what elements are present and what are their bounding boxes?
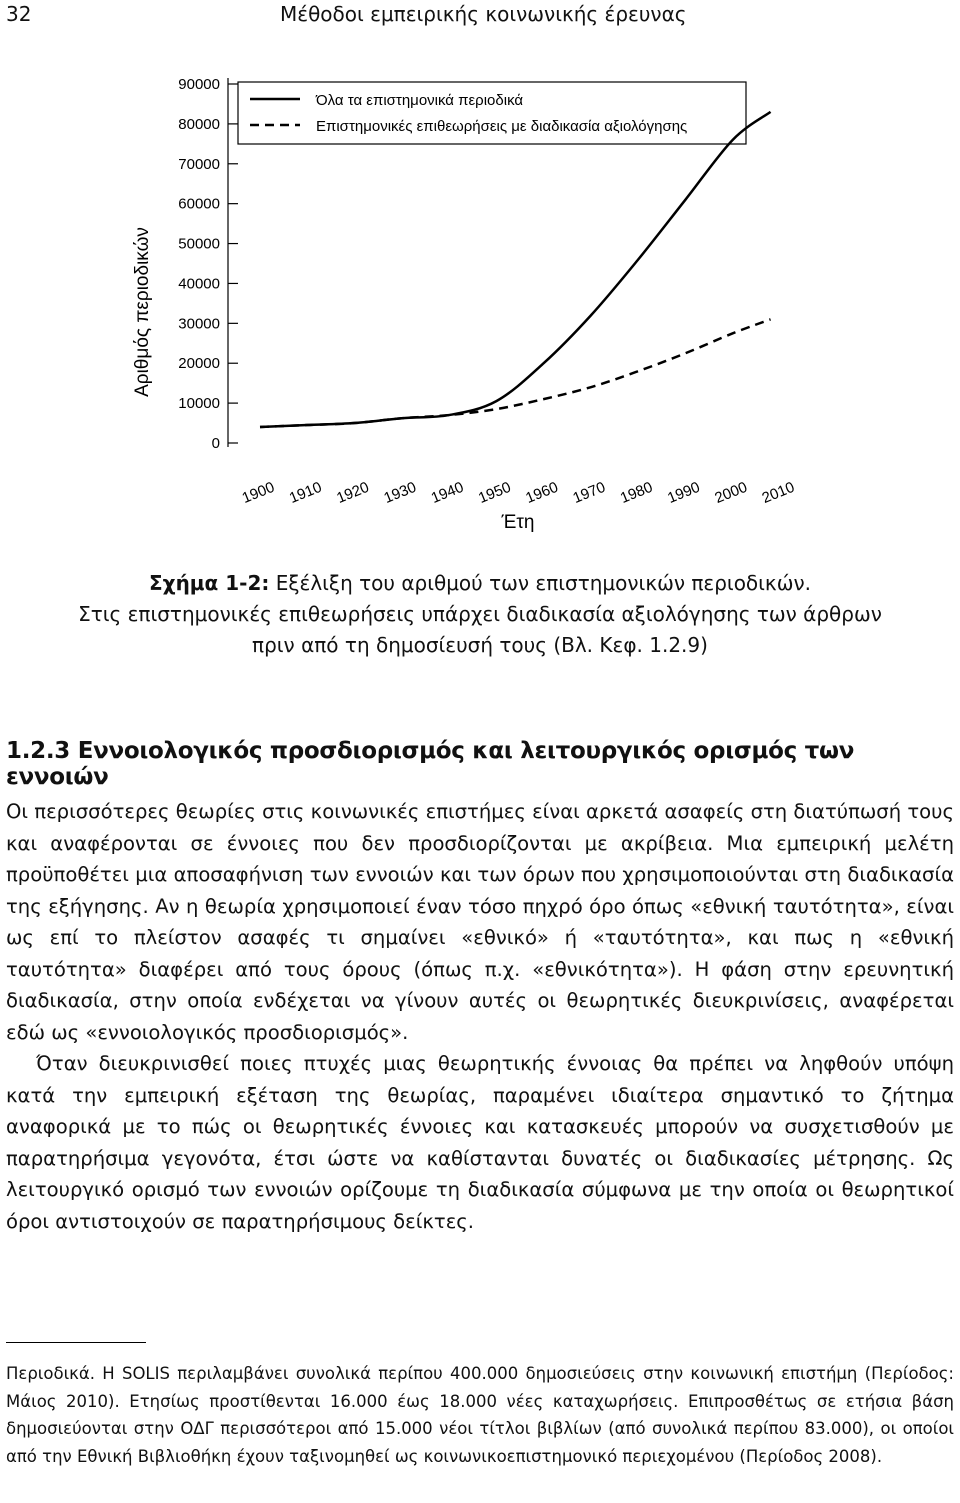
y-tick-label: 70000	[178, 155, 220, 173]
x-axis	[240, 479, 797, 507]
paragraph-2: Όταν διευκρινισθεί ποιες πτυχές μιας θεωρητικής έννοιας θα πρέπει να ληφθούν υπόψη κατά την εμπειρική εξέταση της θεωρίας, παραμένει ιδιαίτερα σημαντικό το ζήτημα αναφορικά με το πώς οι θεωρητικές έννοιες και κατασκευές μπορούν να συσχετισθούν με παρατηρήσιμα γεγονότα, έτσι ώστε να καθίστανται δυνατές οι διαδικασίες μέτρησης. Ως λειτουργικό ορισμό των εννοιών ορίζουμε τη διαδικασία σύμφωνα με την οποία οι θεωρητικοί όροι αντιστοιχούν σε παρατηρήσιμους δείκτες.	[6, 1052, 954, 1233]
y-tick-label: 60000	[178, 195, 220, 213]
series-group	[260, 112, 771, 427]
x-tick-label: 1970	[570, 478, 608, 507]
y-tick-label: 10000	[178, 395, 220, 413]
caption-line-3: πριν από τη δημοσίευσή τους (Βλ. Κεφ. 1.2.9)	[252, 633, 708, 657]
page-number: 32	[6, 2, 32, 26]
x-tick-label: 1950	[476, 478, 514, 507]
running-header: Μέθοδοι εμπειρικής κοινωνικής έρευνας	[280, 2, 687, 26]
chart-legend	[238, 82, 746, 144]
x-tick-label: 2010	[759, 478, 797, 507]
y-tick-label: 30000	[178, 315, 220, 333]
x-axis-label: Έτη	[501, 512, 535, 533]
x-tick-label: 1920	[334, 478, 372, 507]
y-tick-label: 90000	[178, 76, 220, 93]
x-tick-label: 1980	[617, 478, 656, 507]
legend-label-all: Όλα τα επιστημονικά περιοδικά	[316, 92, 524, 109]
caption-line-1: Εξέλιξη του αριθμού των επιστημονικών περιοδικών.	[269, 571, 811, 595]
figure-journal-growth	[120, 62, 820, 552]
caption-line-2: Στις επιστημονικές επιθεωρήσεις υπάρχει διαδικασία αξιολόγησης των άρθρων	[78, 602, 882, 626]
x-tick-label: 1900	[239, 478, 277, 507]
series-line-all-journals	[260, 112, 771, 427]
footnote	[6, 1360, 954, 1470]
caption-label: Σχήμα 1-2:	[149, 571, 270, 595]
footnote-divider	[6, 1342, 146, 1343]
x-tick-label: 1930	[381, 478, 419, 507]
figure-caption	[60, 568, 900, 661]
x-tick-label: 1960	[523, 478, 561, 507]
section-body	[6, 796, 954, 1237]
x-tick-label: 1940	[428, 478, 467, 507]
y-axis	[178, 76, 238, 452]
x-tick-label: 1990	[665, 478, 703, 507]
footnote-text: Περιοδικά. Η SOLIS περιλαμβάνει συνολικά περίπου 400.000 δημοσιεύσεις στην κοινωνική επιστήμη (Περίοδος: Μάιος 2010). Ετησίως προστίθενται 16.000 έως 18.000 νέες καταχωρήσεις. Επιπροσθέτως σε ετήσια βάση δημοσιεύονται στην ΟΔΓ περισσότεροι από 15.000 νέοι τίτλοι βιβλίων (από συνολικά περίπου 83.000), οι οποίοι από την Εθνική Βιβλιοθήκη έχουν ταξινομηθεί ως κοινωνικοεπιστημονικό περιεχομένου (Περίοδος 2008).	[6, 1364, 954, 1466]
line-chart	[120, 62, 820, 552]
x-tick-label: 1910	[286, 478, 325, 507]
y-tick-label: 50000	[178, 235, 220, 253]
y-axis-label: Αριθμός περιοδικών	[132, 227, 153, 397]
x-tick-label: 2000	[712, 478, 750, 507]
paragraph-1: Οι περισσότερες θεωρίες στις κοινωνικές επιστήμες είναι αρκετά ασαφείς στη διατύπωσή τους και αναφέρονται σε έννοιες που δεν προσδιορίζονται με ακρίβεια. Μια εμπειρική μελέτη προϋποθέτει μια αποσαφήνιση των εννοιών και των όρων που χρησιμοποιούνται στη διαδικασία της εξήγησης. Αν η θεωρία χρησιμοποιεί έναν τόσο πηχρό όρο όπως «εθνική ταυτότητα», είναι ως επί το πλείστον ασαφές τι σημαίνει «εθνικό» ή «ταυτότητα», και πως η «εθνική ταυτότητα» διαφέρει από τους όρους (όπως π.χ. «εθνικότητα»). Η φάση στην ερευνητική διαδικασία, στην οποία ενδέχεται να γίνουν αυτές οι θεωρητικές διευκρινίσεις, αναφέρεται εδώ ως «εννοιολογικός προσδιορισμός».	[6, 800, 954, 1044]
series-line-peer-reviewed	[260, 319, 771, 427]
y-tick-label: 20000	[178, 355, 220, 373]
section-heading: 1.2.3 Εννοιολογικός προσδιορισμός και λειτουργικός ορισμός των εννοιών	[6, 738, 855, 790]
y-tick-label: 80000	[178, 115, 220, 133]
legend-label-peer-reviewed: Επιστημονικές επιθεωρήσεις με διαδικασία αξιολόγησης	[316, 118, 688, 135]
y-tick-label: 0	[211, 435, 220, 452]
y-tick-label: 40000	[178, 275, 220, 293]
